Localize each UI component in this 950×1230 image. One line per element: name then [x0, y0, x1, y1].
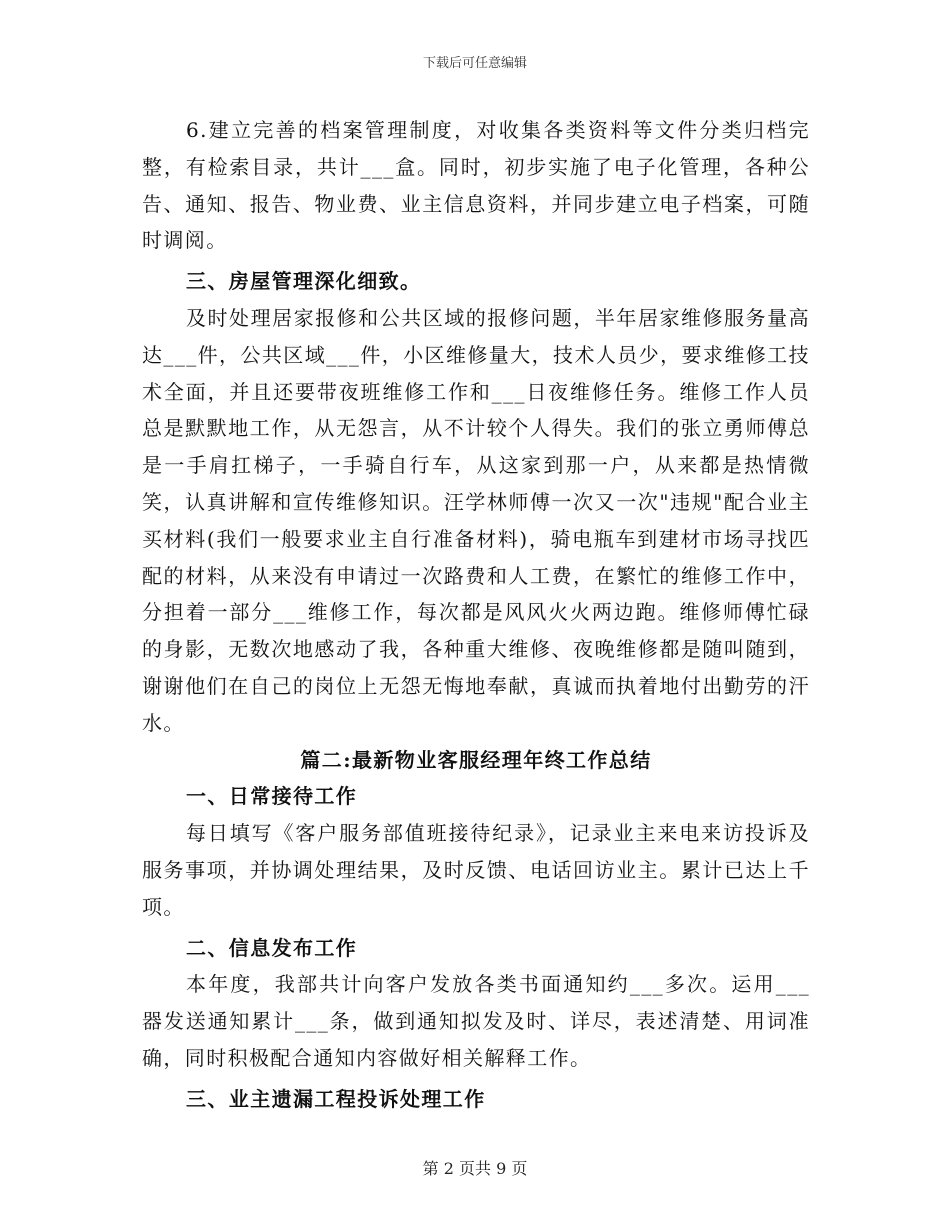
- document-body: [142, 112, 810, 1118]
- section-heading-daily-reception: 一、日常接待工作: [186, 784, 358, 809]
- article-title-part-two: 篇二:最新物业客服经理年终工作总结: [300, 747, 652, 772]
- page-number-footer: 第 2 页共 9 页: [422, 1159, 528, 1178]
- paragraph-repair-service: 及时处理居家报修和公共区域的报修问题，半年居家维修服务量高达___件，公共区域___件，小区维修量大，技术人员少，要求维修工技术全面，并且还要带夜班维修工作和___日夜维修任务。维修工作人员总是默默地工作，从无怨言，从不计较个人得失。我们的张立勇师傅总是一手肩扛梯子，一手骑自行车，从这家到那一户，从来都是热情微笑，认真讲解和宣传维修知识。汪学林师傅一次又一次"违规"配合业主买材料(我们一般要求业主自行准备材料)，骑电瓶车到建材市场寻找匹配的材料，从来没有申请过一次路费和人工费，在繁忙的维修工作中，分担着一部分___维修工作，每次都是风风火火两边跑。维修师傅忙碌的身影，无数次地感动了我，各种重大维修、夜晚维修都是随叫随到，谢谢他们在自己的岗位上无怨无悔地奉献，真诚而执着地付出勤劳的汗水。: [142, 305, 810, 735]
- paragraph-information-release: 本年度，我部共计向客户发放各类书面通知约___多次。运用___器发送通知累计___条，做到通知拟发及时、详尽，表述清楚、用词准确，同时积极配合通知内容做好相关解释工作。: [142, 972, 810, 1070]
- section-heading-housing-management: 三、房屋管理深化细致。: [186, 269, 422, 294]
- page-header: 下载后可任意编辑: [422, 56, 527, 71]
- paragraph-archive-management: 6.建立完善的档案管理制度，对收集各类资料等文件分类归档完整，有检索目录，共计___盒。同时，初步实施了电子化管理，各种公告、通知、报告、物业费、业主信息资料，并同步建立电子档案，可随时调阅。: [142, 118, 810, 253]
- section-heading-information-release: 二、信息发布工作: [186, 935, 358, 960]
- section-heading-complaint-handling: 三、业主遗漏工程投诉处理工作: [186, 1086, 486, 1111]
- paragraph-daily-reception: 每日填写《客户服务部值班接待纪录》，记录业主来电来访投诉及服务事项，并协调处理结果，及时反馈、电话回访业主。累计已达上千项。: [142, 821, 810, 919]
